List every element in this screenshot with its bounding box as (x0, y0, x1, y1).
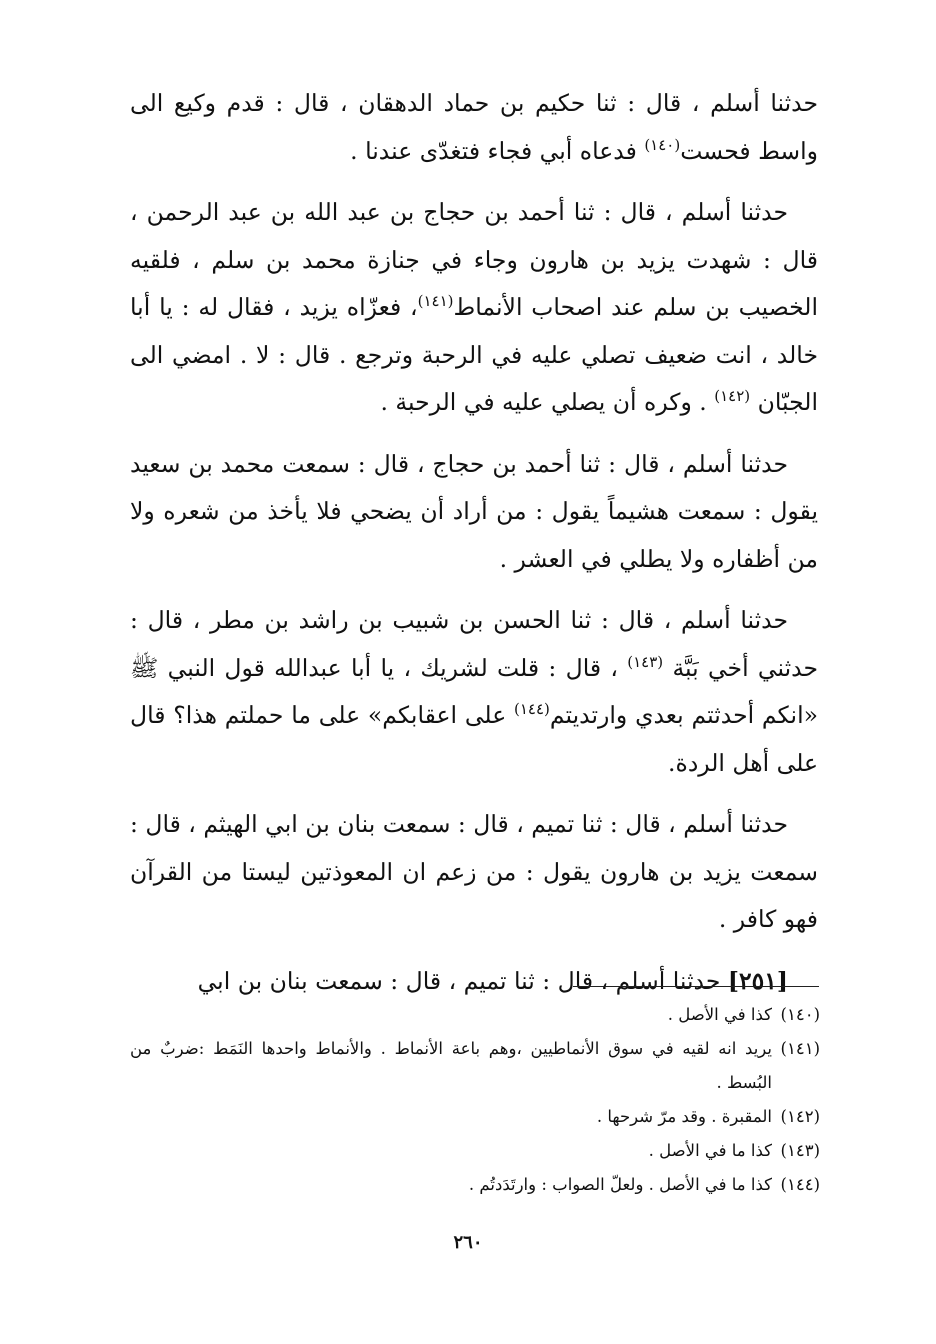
footnote-text: يريد انه لقيه في سوق الأنماطيين ،وهم باعة الأنماط . والأنماط واحدها النَمَط :ضربٌ من البُسط . (130, 1039, 772, 1092)
note-ref-141: (١٤١) (417, 292, 454, 311)
paragraph-2-text-a: حدثنا أسلم ، قال : ثنا أحمد بن حجاج بن عبد الله بن عبد الرحمن ، قال : شهدت يزيد بن هارون وجاء في جنازة محمد بن سلم ، فلقيه الخصيب بن سلم عند اصحاب الأنماط (130, 198, 818, 321)
paragraph-4-text-c: على اعقابكم» على ما حملتم هذا؟ قال على أهل الردة. (130, 701, 818, 777)
paragraph-2-text-c: . وكره أن يصلي عليه في الرحبة . (380, 388, 715, 416)
footnote-number: (١٤٢) (780, 1107, 820, 1126)
note-ref-140: (١٤٠) (644, 135, 681, 154)
footnote-number: (١٤٣) (780, 1141, 820, 1160)
paragraph-1 (130, 80, 818, 175)
footnote-number: (١٤١) (780, 1039, 820, 1058)
paragraph-6-text: حدثنا أسلم ، قال : ثنا تميم ، قال : سمعت بنان بن ابي (197, 966, 728, 995)
footnote-140 (130, 998, 820, 1032)
paragraph-4-text-a: حدثنا أسلم ، قال : ثنا الحسن بن شبيب بن راشد بن مطر ، قال : حدثني أخي بَبَّة (130, 606, 818, 682)
item-number-251: [٢٥١] (727, 966, 788, 995)
paragraph-1-text-a: حدثنا أسلم ، قال : ثنا حكيم بن حماد الدهقان ، قال : قدم وكيع الى واسط فحست (130, 89, 818, 165)
footnote-142 (130, 1100, 820, 1134)
footnote-separator (573, 986, 819, 987)
note-ref-143: (١٤٣) (627, 652, 664, 671)
footnote-number: (١٤٠) (780, 1005, 820, 1024)
footnote-143 (130, 1134, 820, 1168)
note-ref-144: (١٤٤) (514, 700, 550, 719)
footnote-number: (١٤٤) (780, 1175, 820, 1194)
footnote-141 (130, 1032, 820, 1100)
footnote-text: المقبرة . وقد مرّ شرحها . (596, 1107, 772, 1126)
paragraph-3: حدثنا أسلم ، قال : ثنا أحمد بن حجاج ، قال : سمعت محمد بن سعيد يقول : سمعت هشيماً يقول : من أراد أن يضحي فلا يأخذ من شعره ولا من أظفاره ولا يطلي في العشر . (130, 449, 818, 573)
footnote-text: كذا ما في الأصل . (648, 1141, 772, 1160)
paragraph-2-text-b: ، فعزّاه يزيد ، فقال له : يا أبا خالد ، انت ضعيف تصلي عليه في الرحبة وترجع . قال : لا . امضي الى الجبّان (130, 293, 818, 416)
page-number: ٢٦٠ (453, 1232, 483, 1253)
note-ref-142: (١٤٢) (714, 387, 751, 406)
footnote-144 (130, 1168, 820, 1202)
paragraph-4 (130, 597, 818, 787)
footnote-text: كذا في الأصل . (667, 1005, 772, 1024)
footnotes (130, 998, 820, 1202)
footnote-text: كذا ما في الأصل . ولعلّ الصواب : وارتَدَدتُم . (468, 1175, 772, 1194)
paragraph-1-text-b: فدعاه أبي فجاء فتغدّى عندنا . (350, 136, 645, 165)
paragraph-2 (130, 189, 818, 427)
paragraph-5: حدثنا أسلم ، قال : ثنا تميم ، قال : سمعت بنان بن ابي الهيثم ، قال : سمعت يزيد بن هارون يقول : من زعم ان المعوذتين ليستا من القرآن فهو كافر . (129, 810, 818, 933)
paragraph-4-text-b: ، قال : قلت لشريك ، يا أبا عبدالله قول النبي ﷺ «انكم أحدثتم بعدي وارتديتم (130, 653, 818, 729)
main-text (130, 80, 818, 1005)
